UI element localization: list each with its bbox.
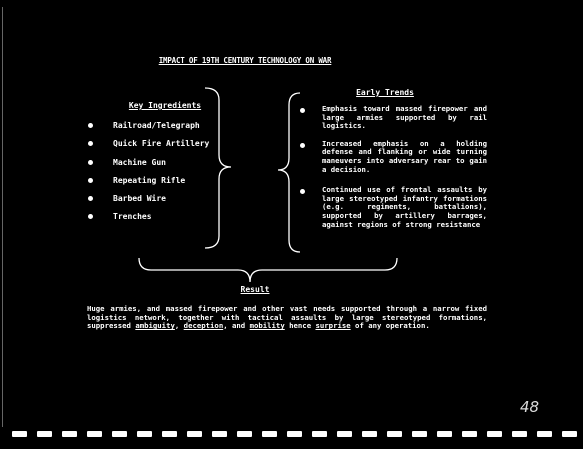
perforation-mark [112,431,127,437]
perforation-mark [437,431,452,437]
perforation-mark [412,431,427,437]
perforation-mark [237,431,252,437]
early-trends-heading: Early Trends [356,88,414,97]
page-number: 48 [520,398,540,416]
bottom-brace-icon [139,258,397,282]
result-underlined-word: deception [183,321,224,331]
result-underlined-word: ambiguity [135,321,175,331]
ingredient-label: Trenches [113,212,152,222]
ingredient-label: Repeating Rifle [113,175,186,185]
slide-title: IMPACT OF 19TH CENTURY TECHNOLOGY ON WAR [158,56,332,65]
perforation-mark [312,431,327,437]
perforation-mark [87,431,102,437]
ingredient-label: Quick Fire Artillery [113,139,210,149]
perforation-mark [562,431,577,437]
key-ingredients-heading: Key Ingredients [128,101,202,110]
perforation-mark [162,431,177,437]
left-brace-icon [278,93,300,252]
film-perforations [0,428,583,440]
ingredient-label: Machine Gun [113,157,166,167]
result-text-end: of any operation. [350,321,430,331]
perforation-mark [512,431,527,437]
perforation-mark [37,431,52,437]
perforation-mark [362,431,377,437]
perforation-mark [487,431,502,437]
ingredient-label: Railroad/Telegraph [113,121,200,130]
perforation-mark [387,431,402,437]
perforation-mark [187,431,202,437]
result-text-start: Huge armies, and massed firepower and other vast needs supported through a narrow fixed logistics network, together with tactical assaults by large stereotyped formations, suppressed [87,304,487,331]
perforation-mark [212,431,227,437]
result-separator: , and [223,321,250,331]
result-separator: , [174,321,184,331]
right-brace-icon [205,88,231,248]
trend-text: Increased emphasis on a holding defense and flanking or wide turning maneuvers into adversary rear to gain a decision. [322,138,487,174]
result-underlined-word: surprise [315,321,351,331]
result-heading: Result [240,285,270,294]
result-separator: hence [284,321,316,331]
perforation-mark [62,431,77,437]
result-paragraph [87,305,487,331]
perforation-mark [287,431,302,437]
perforation-mark [262,431,277,437]
perforation-mark [12,431,27,437]
trend-text: Emphasis toward massed firepower and large armies supported by rail logistics. [322,104,487,131]
ingredient-label: Barbed Wire [113,194,166,204]
perforation-mark [137,431,152,437]
perforation-mark [462,431,477,437]
trend-text: Continued use of frontal assaults by large stereotyped infantry formations (e.g. regiments, battalions), supported by artillery barrages, against regions of strong resistance [322,185,487,229]
result-underlined-word: mobility [249,321,285,331]
perforation-mark [337,431,352,437]
perforation-mark [537,431,552,437]
